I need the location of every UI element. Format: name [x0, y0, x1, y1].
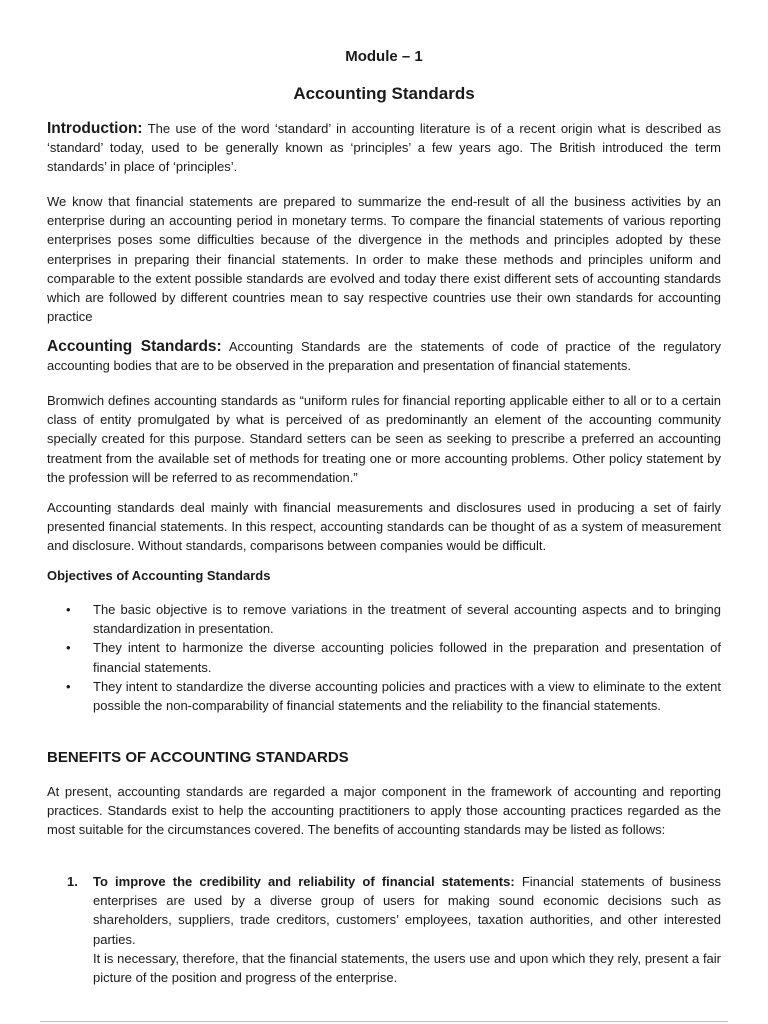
objectives-heading: Objectives of Accounting Standards	[47, 568, 271, 583]
benefit-text: Financial statements of business enterprises are used by a diverse group of users for making sound economic decisions such as shareholders, suppliers, trade creditors, customers’ employees, taxation authorities, and other interested parties.	[93, 874, 721, 947]
list-item	[47, 677, 721, 715]
bullet-icon: •	[66, 602, 71, 617]
module-label: Module – 1	[345, 48, 423, 65]
accounting-standards-text: Accounting Standards are the statements of code of practice of the regulatory accounting bodies that are to be observed in the preparation and presentation of financial statements.	[47, 339, 721, 374]
bullet-icon: •	[66, 678, 71, 694]
objectives-list	[47, 600, 721, 715]
benefit-title: To improve the credibility and reliability of financial statements:	[93, 874, 515, 889]
page-title: Accounting Standards	[293, 84, 475, 103]
benefit-text-continued: It is necessary, therefore, that the financial statements, the users use and upon which they rely, present a fair picture of the position and progress of the enterprise.	[93, 950, 721, 986]
list-item	[47, 638, 721, 676]
objective-text: They intent to standardize the diverse accounting policies and practices with a view to eliminate to the extent possible the non-comparability of financial statements and the reliability to the financial statements.	[93, 678, 721, 714]
accounting-standards-paragraph	[47, 337, 721, 375]
benefits-heading: BENEFITS OF ACCOUNTING STANDARDS	[47, 749, 349, 766]
bullet-icon: •	[66, 640, 71, 656]
benefits-intro-paragraph: At present, accounting standards are regarded a major component in the framework of accounting and reporting practices. Standards exist to help the accounting practitioners to apply those accounting practices regarded as the most suitable for the circumstances covered. The benefits of accounting standards may be listed as follows:	[47, 784, 721, 838]
standards-deal-paragraph: Accounting standards deal mainly with financial measurements and disclosures used in producing a set of fairly presented financial statements. In this respect, accounting standards can be thought of as a system of measurement and disclosure. Without standards, comparisons between companies would be difficult.	[47, 500, 721, 554]
footer-divider	[40, 1021, 728, 1022]
intro-lead: Introduction:	[47, 120, 143, 137]
financial-statements-paragraph: We know that financial statements are prepared to summarize the end-result of all the business activities by an enterprise during an accounting period in monetary terms. To compare the financial statements of various reporting enterprises poses some difficulties because of the divergence in the methods and principles adopted by these enterprises in preparing their financial statements. In order to make these methods and principles uniform and comparable to the extent possible standards are evolved and today there exist different sets of accounting standards which are followed by different countries mean to say respective countries use their own standards for accounting practice	[47, 194, 721, 325]
intro-text: The use of the word ‘standard’ in accounting literature is of a recent origin what is described as ‘standard’ today, used to be generally known as ‘principles’ a few years ago. The British introduced the term standards’ in place of ‘principles’.	[47, 121, 721, 175]
objective-text: The basic objective is to remove variations in the treatment of several accounting aspects and to bringing standardization in presentation.	[93, 602, 721, 637]
intro-paragraph	[47, 119, 721, 177]
list-item	[47, 872, 721, 987]
item-number: 1.	[67, 874, 78, 889]
list-item	[47, 600, 721, 638]
objective-text: They intent to harmonize the diverse accounting policies followed in the preparation and presentation of financial statements.	[93, 640, 721, 675]
benefits-list	[47, 872, 721, 987]
bromwich-paragraph: Bromwich defines accounting standards as “uniform rules for financial reporting applicable either to all or to a certain class of entity promulgated by what is perceived of as predominantly an element of the accounting community specially created for this purpose. Standard setters can be seen as seeking to prescribe a preferred an accounting treatment from the available set of methods for treating one or more accounting problems. Other policy statement by the profession will be referred to as recommendation.”	[47, 393, 721, 485]
accounting-standards-lead: Accounting Standards:	[47, 338, 222, 355]
